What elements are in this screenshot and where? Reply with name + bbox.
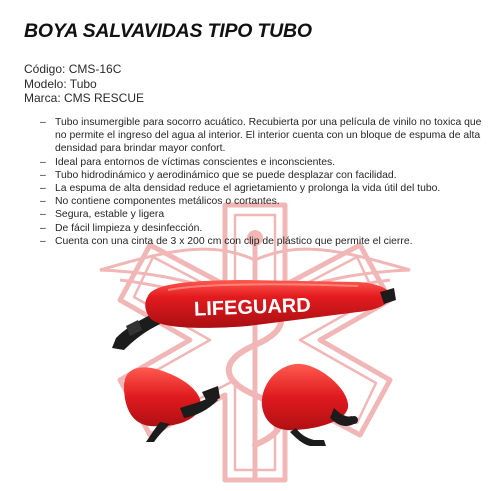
product-meta: [24, 62, 144, 106]
feature-text: La espuma de alta densidad reduce el agrietamiento y prolonga la vida útil del tubo.: [55, 183, 441, 195]
tube-end-left-image: [120, 356, 230, 444]
feature-text: Cuenta con una cinta de 3 x 200 cm con clip de plástico que permite el cierre.: [55, 235, 413, 247]
list-item: [40, 222, 488, 235]
feature-text: De fácil limpieza y desinfección.: [55, 222, 203, 234]
feature-list: [40, 116, 488, 248]
bullet-dash: –: [40, 196, 46, 208]
product-code: Código: CMS-16C: [24, 62, 122, 76]
bullet-dash: –: [40, 169, 46, 181]
tube-label: LIFEGUARD: [193, 294, 312, 321]
bullet-dash: –: [40, 222, 46, 234]
product-model: Modelo: Tubo: [24, 76, 97, 91]
feature-text: Segura, estable y ligera: [55, 209, 165, 221]
list-item: [40, 208, 488, 221]
feature-text: No contiene componentes metálicos o cortantes.: [55, 196, 280, 208]
list-item: [40, 116, 488, 156]
list-item: [40, 235, 488, 248]
feature-text: Ideal para entornos de víctimas conscientes e inconscientes.: [55, 156, 336, 168]
list-item: [40, 156, 488, 169]
list-item: [40, 169, 488, 182]
product-brand: Marca: CMS RESCUE: [24, 91, 145, 105]
feature-text: Tubo insumergible para socorro acuático. Recubierta por una película de vinilo no toxica que no permite el ingreso del agua al interior. El interior cuenta con un bloque de espuma de alta densidad para brindar mayor confort.: [55, 117, 482, 155]
bullet-dash: –: [40, 209, 46, 221]
bullet-dash: –: [40, 235, 46, 247]
rescue-tube-image: [108, 266, 398, 356]
list-item: [40, 182, 488, 195]
tube-end-right-image: [256, 356, 366, 448]
bullet-dash: –: [40, 156, 46, 168]
bullet-dash: –: [40, 117, 46, 128]
bullet-dash: –: [40, 183, 46, 195]
list-item: [40, 195, 488, 208]
page-title: BOYA SALVAVIDAS TIPO TUBO: [24, 20, 312, 42]
feature-text: Tubo hidrodinámico y aerodinámico que se puede desplazar con facilidad.: [55, 169, 397, 181]
